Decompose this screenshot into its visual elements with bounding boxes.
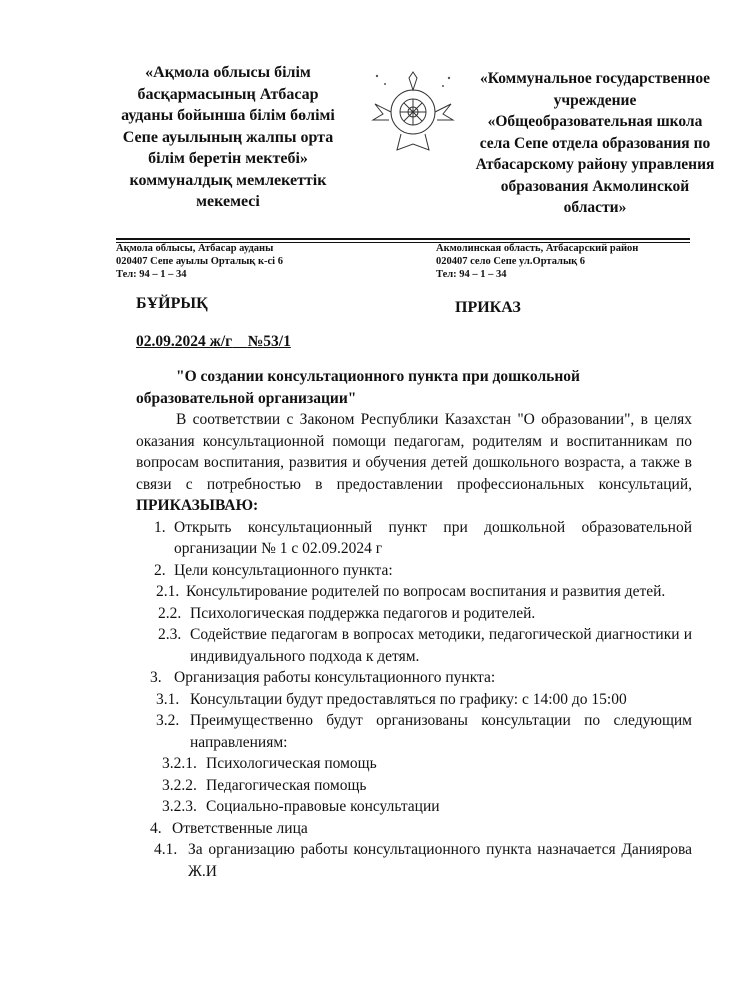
- list-item: [136, 775, 692, 797]
- item-text: Консультирование родителей по вопросам воспитания и развития детей.: [186, 583, 666, 600]
- header-ru-line: Атбасарскому району управления: [475, 156, 715, 173]
- subject-line: "О создании консультационного пункта при дошкольной: [176, 368, 580, 385]
- list-item: [136, 624, 692, 667]
- item-number: 4.: [150, 819, 162, 837]
- header-ru-line: села Сепе отдела образования по: [479, 134, 711, 152]
- order-keyword: ПРИКАЗЫВАЮ:: [136, 497, 259, 514]
- order-preamble: [136, 409, 692, 517]
- list-item: [136, 796, 692, 818]
- header-kz-line: Сепе ауылының жалпы орта: [122, 128, 334, 146]
- item-text: Педагогическая помощь: [206, 776, 367, 794]
- list-item: [136, 689, 692, 711]
- item-text: Организация работы консультационного пункта:: [174, 669, 496, 686]
- item-text: Содействие педагогам в вопросах методики, педагогической диагностики и индивидуального подхода к детям.: [190, 626, 692, 665]
- header-ru-line: учреждение: [553, 91, 637, 109]
- address-line: Тел: 94 – 1 – 34: [436, 269, 507, 280]
- header-divider: [116, 238, 690, 240]
- header-ru-line: образования Акмолинской: [500, 177, 690, 195]
- item-number: 2.1.: [156, 583, 180, 600]
- list-item: [136, 667, 692, 689]
- item-text: Ответственные лица: [172, 819, 308, 837]
- document-title-kazakh: БҰЙРЫҚ: [136, 295, 208, 312]
- item-text: Консультации будут предоставляться по графику: с 14:00 до 15:00: [190, 690, 627, 708]
- item-number: 4.1.: [154, 841, 178, 858]
- header-kz-line: коммуналдық мемлекеттік: [129, 171, 327, 189]
- order-subject: [136, 366, 692, 409]
- document-title-russian: ПРИКАЗ: [455, 299, 521, 316]
- item-text: Социально-правовые консультации: [206, 798, 440, 815]
- item-text: Открыть консультационный пункт при дошкольной образовательной организации № 1 с 02.09.2024 г: [174, 518, 692, 557]
- address-line: Акмолинская область, Атбасарский район: [436, 243, 639, 254]
- address-line: Тел: 94 – 1 – 34: [116, 269, 187, 280]
- list-item: [136, 753, 692, 775]
- item-text: Преимущественно будут организованы консультации по следующим направлениям:: [190, 712, 692, 751]
- address-line: 020407 село Сепе ул.Орталық 6: [436, 256, 586, 267]
- item-text: Цели консультационного пункта:: [174, 561, 393, 579]
- order-date-number: [136, 333, 291, 351]
- list-item: [136, 517, 692, 560]
- item-text: Психологическая помощь: [206, 755, 377, 772]
- preamble-body: В соответствии с Законом Республики Казахстан "О образовании", в целях оказания консультационной помощи педагогам, родителям и воспитанникам по вопросам воспитания, развития и обучения детей дошкольного возраста, а также в связи с потребностью в предоставлении профессиональных консультаций,: [136, 411, 692, 493]
- item-number: 2.3.: [158, 626, 182, 643]
- item-number: 3.2.3.: [162, 798, 197, 815]
- item-text: Психологическая поддержка педагогов и родителей.: [190, 604, 536, 622]
- address-line: 020407 Сепе ауылы Орталық к-сі 6: [116, 256, 283, 267]
- item-number: 3.1.: [156, 690, 180, 708]
- header-kazakh: [110, 62, 346, 213]
- address-russian: [436, 242, 696, 281]
- header-ru-line: «Общеобразовательная школа: [487, 113, 703, 130]
- list-item: [136, 560, 692, 582]
- item-text: За организацию работы консультационного пункта назначается Даниярова Ж.И: [188, 841, 692, 880]
- list-item: [136, 818, 692, 840]
- header-kz-line: басқармасының Атбасар: [137, 85, 319, 103]
- header-kz-line: «Ақмола облысы білім: [145, 64, 311, 81]
- preamble-text: [136, 409, 692, 517]
- list-item: [136, 581, 692, 603]
- item-number: 3.2.: [156, 712, 180, 729]
- header-ru-line: области»: [563, 199, 627, 216]
- header-ru-line: «Коммунальное государственное: [480, 70, 710, 87]
- address-kazakh: [116, 242, 346, 281]
- header-kz-line: мекемесі: [196, 193, 260, 210]
- list-item: [136, 710, 692, 753]
- document-body: [136, 366, 692, 882]
- address-line: Ақмола облысы, Атбасар ауданы: [116, 243, 274, 254]
- order-number: №53/1: [247, 333, 291, 350]
- state-emblem-icon: [365, 64, 461, 164]
- item-number: 3.: [150, 669, 162, 686]
- header-kz-line: білім беретін мектебі»: [148, 150, 308, 167]
- item-number: 1.: [154, 518, 166, 536]
- order-date: 02.09.2024 ж/г: [136, 333, 233, 350]
- item-number: 3.2.1.: [162, 755, 197, 772]
- list-item: [136, 839, 692, 882]
- subject-line: образовательной организации": [136, 389, 357, 407]
- list-item: [136, 603, 692, 625]
- item-number: 2.2.: [158, 604, 182, 622]
- header-russian: [460, 68, 730, 219]
- item-number: 3.2.2.: [162, 776, 197, 794]
- header-kz-line: ауданы бойынша білім бөлімі: [121, 107, 335, 124]
- item-number: 2.: [154, 561, 166, 579]
